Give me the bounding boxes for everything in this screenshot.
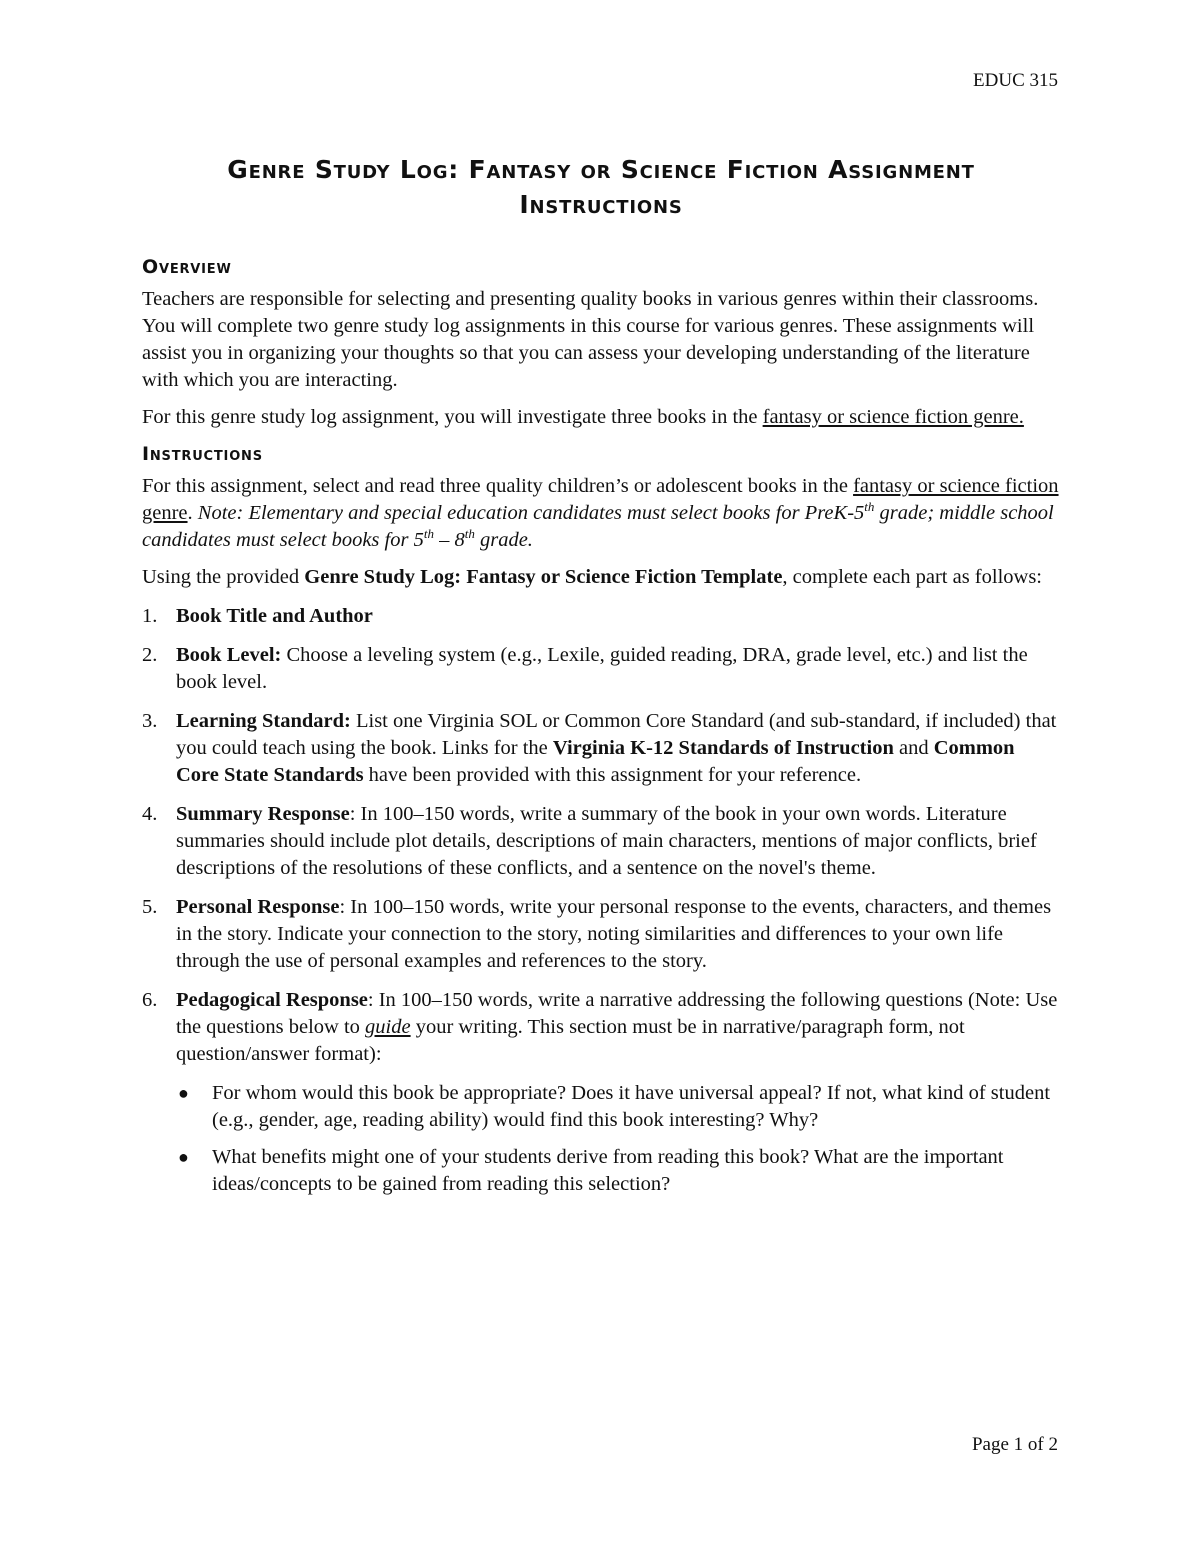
steps-list bbox=[142, 603, 1060, 1198]
item-label: Pedagogical Response bbox=[176, 989, 368, 1011]
document-body bbox=[142, 152, 1060, 1198]
overview-paragraph: Teachers are responsible for selecting and presenting quality books in various genres within their classrooms. You will complete two genre study log assignments in this course for various genres. These assignments will assist you in organizing your thoughts so that you can assess your developing understanding of the literature with which you are interacting. bbox=[142, 288, 1039, 391]
bullet-text: What benefits might one of your students derive from reading this book? What are the important ideas/concepts to be gained from reading this selection? bbox=[212, 1146, 1004, 1195]
item-number: 3. bbox=[142, 710, 158, 732]
item-label: Book Title and Author bbox=[176, 605, 373, 627]
template-paragraph bbox=[142, 564, 1060, 591]
page-title: Genre Study Log: Fantasy or Science Fiction Assignment Instructions bbox=[227, 155, 975, 219]
bullet-icon: ● bbox=[178, 1083, 189, 1103]
list-item bbox=[142, 801, 1060, 882]
item-label: Personal Response bbox=[176, 896, 340, 918]
instructions-paragraph bbox=[142, 473, 1060, 554]
note-text: – 8 bbox=[433, 529, 465, 551]
bullet-item bbox=[176, 1144, 1060, 1198]
template-text: Using the provided bbox=[142, 566, 305, 588]
template-text-after: , complete each part as follows: bbox=[782, 566, 1042, 588]
bullet-item bbox=[176, 1080, 1060, 1134]
item-number: 5. bbox=[142, 896, 158, 918]
item-text: : In 100–150 words, write your personal response to the events, characters, and themes in the story. Indicate your connection to the story, noting similarities and differences to your own life through the use of personal examples and references to the story. bbox=[176, 896, 1052, 972]
instructions-text: For this assignment, select and read three quality children’s or adolescent books in the bbox=[142, 475, 854, 497]
note-sup: th bbox=[464, 526, 475, 542]
item-text: your writing. This section must be in narrative/paragraph form, not question/answer format): bbox=[176, 1016, 965, 1065]
list-item bbox=[142, 894, 1060, 975]
bullet-icon: ● bbox=[178, 1147, 189, 1167]
bullet-text: For whom would this book be appropriate? Does it have universal appeal? If not, what kind of student (e.g., gender, age, reading ability) would find this book interesting? Why? bbox=[212, 1082, 1051, 1131]
instructions-heading: Instructions bbox=[142, 443, 263, 465]
note-sup: th bbox=[864, 499, 875, 515]
item-text: : In 100–150 words, write a summary of the book in your own words. Literature summaries should include plot details, descriptions of main characters, mentions of major conflicts, brief descriptions of the resolutions of these conflicts, and a sentence on the novel's theme. bbox=[176, 803, 1037, 879]
item-text: have been provided with this assignment for your reference. bbox=[363, 764, 862, 786]
item-label: Book Level: bbox=[176, 644, 282, 666]
template-name: Genre Study Log: Fantasy or Science Fiction Template bbox=[304, 566, 783, 588]
item-number: 1. bbox=[142, 605, 158, 627]
list-item bbox=[142, 603, 1060, 630]
note-text: grade; middle school candidates must select books for 5 bbox=[142, 502, 1054, 551]
item-number: 4. bbox=[142, 803, 158, 825]
item-number: 6. bbox=[142, 989, 158, 1011]
course-code: EDUC 315 bbox=[973, 70, 1058, 91]
item-label: Summary Response bbox=[176, 803, 350, 825]
item-text: and bbox=[893, 737, 934, 759]
overview-genre-text: For this genre study log assignment, you will investigate three books in the bbox=[142, 406, 763, 428]
page-number: Page 1 of 2 bbox=[971, 1434, 1058, 1455]
overview-genre-paragraph bbox=[142, 404, 1060, 431]
item-text: List one Virginia SOL or Common Core Standard (and sub-standard, if included) that you could teach using the book. Links for the bbox=[176, 710, 1057, 759]
note-text: Note: Elementary and special education candidates must select books for PreK-5 bbox=[197, 502, 865, 524]
list-item bbox=[142, 987, 1060, 1198]
item-number: 2. bbox=[142, 644, 158, 666]
overview-heading: Overview bbox=[142, 256, 232, 278]
item-text: : In 100–150 words, write a narrative addressing the following questions (Note: Use the questions below to bbox=[176, 989, 1058, 1038]
virginia-standards-link[interactable]: Virginia K-12 Standards of Instruction bbox=[552, 737, 894, 759]
guide-emphasis: guide bbox=[365, 1016, 411, 1038]
note-sup: th bbox=[423, 526, 434, 542]
item-label: Learning Standard: bbox=[176, 710, 351, 732]
item-text: Choose a leveling system (e.g., Lexile, guided reading, DRA, grade level, etc.) and list the book level. bbox=[176, 644, 1028, 693]
genre-link[interactable]: fantasy or science fiction genre. bbox=[762, 406, 1024, 428]
genre-link[interactable]: fantasy or science fiction genre bbox=[142, 475, 1059, 524]
note-text: grade. bbox=[474, 529, 533, 551]
common-core-link[interactable]: Common Core State Standards bbox=[176, 737, 1015, 786]
list-item bbox=[142, 642, 1060, 696]
list-item bbox=[142, 708, 1060, 789]
instructions-text-after: . bbox=[187, 502, 198, 524]
question-bullets bbox=[176, 1080, 1060, 1198]
